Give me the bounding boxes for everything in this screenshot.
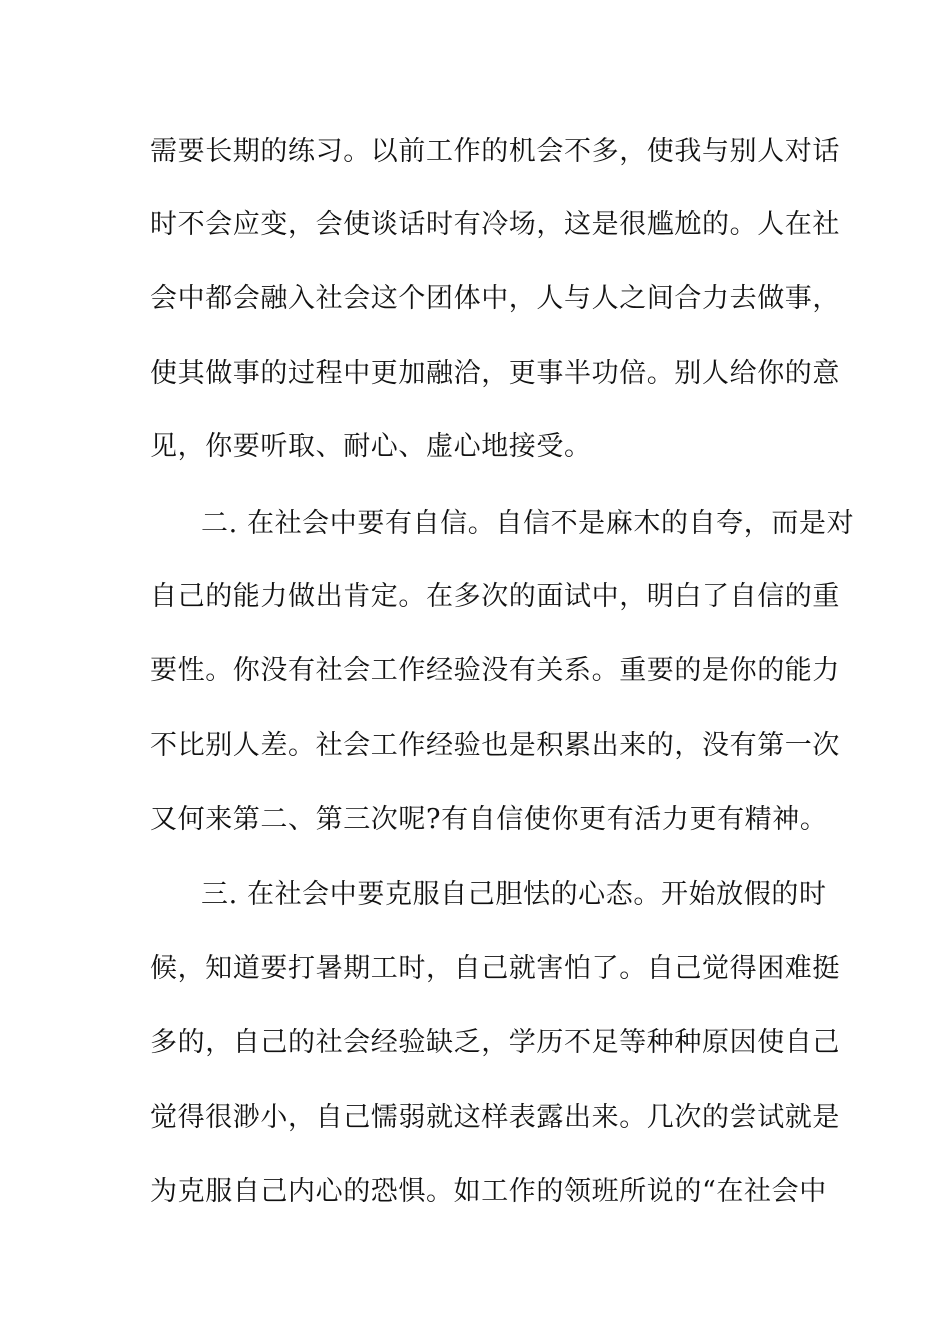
text-line: 见，你要听取、耐心、虚心地接受。	[150, 431, 592, 462]
paragraph-start-line: 二. 在社会中要有自信。自信不是麻木的自夸，而是对	[201, 508, 855, 539]
text-line: 使其做事的过程中更加融洽，更事半功倍。别人给你的意	[150, 358, 840, 389]
text-line: 时不会应变，会使谈话时有冷场，这是很尴尬的。人在社	[150, 209, 840, 240]
text-line: 自己的能力做出肯定。在多次的面试中，明白了自信的重	[150, 581, 840, 612]
text-line: 觉得很渺小，自己懦弱就这样表露出来。几次的尝试就是	[150, 1102, 840, 1133]
text-line: 不比别人差。社会工作经验也是积累出来的，没有第一次	[150, 730, 840, 761]
paragraph-start-line: 三. 在社会中要克服自己胆怯的心态。开始放假的时	[201, 879, 827, 910]
text-line: 要性。你没有社会工作经验没有关系。重要的是你的能力	[150, 655, 840, 686]
text-line: 候，知道要打暑期工时，自己就害怕了。自己觉得困难挺	[150, 953, 840, 984]
text-line: 又何来第二、第三次呢?有自信使你更有活力更有精神。	[150, 804, 828, 835]
text-line: 多的，自己的社会经验缺乏，学历不足等种种原因使自己	[150, 1027, 840, 1058]
text-line: 会中都会融入社会这个团体中，人与人之间合力去做事，	[150, 283, 840, 314]
text-line: 为克服自己内心的恐惧。如工作的领班所说的“在社会中	[150, 1176, 827, 1207]
text-line: 需要长期的练习。以前工作的机会不多，使我与别人对话	[150, 136, 840, 167]
